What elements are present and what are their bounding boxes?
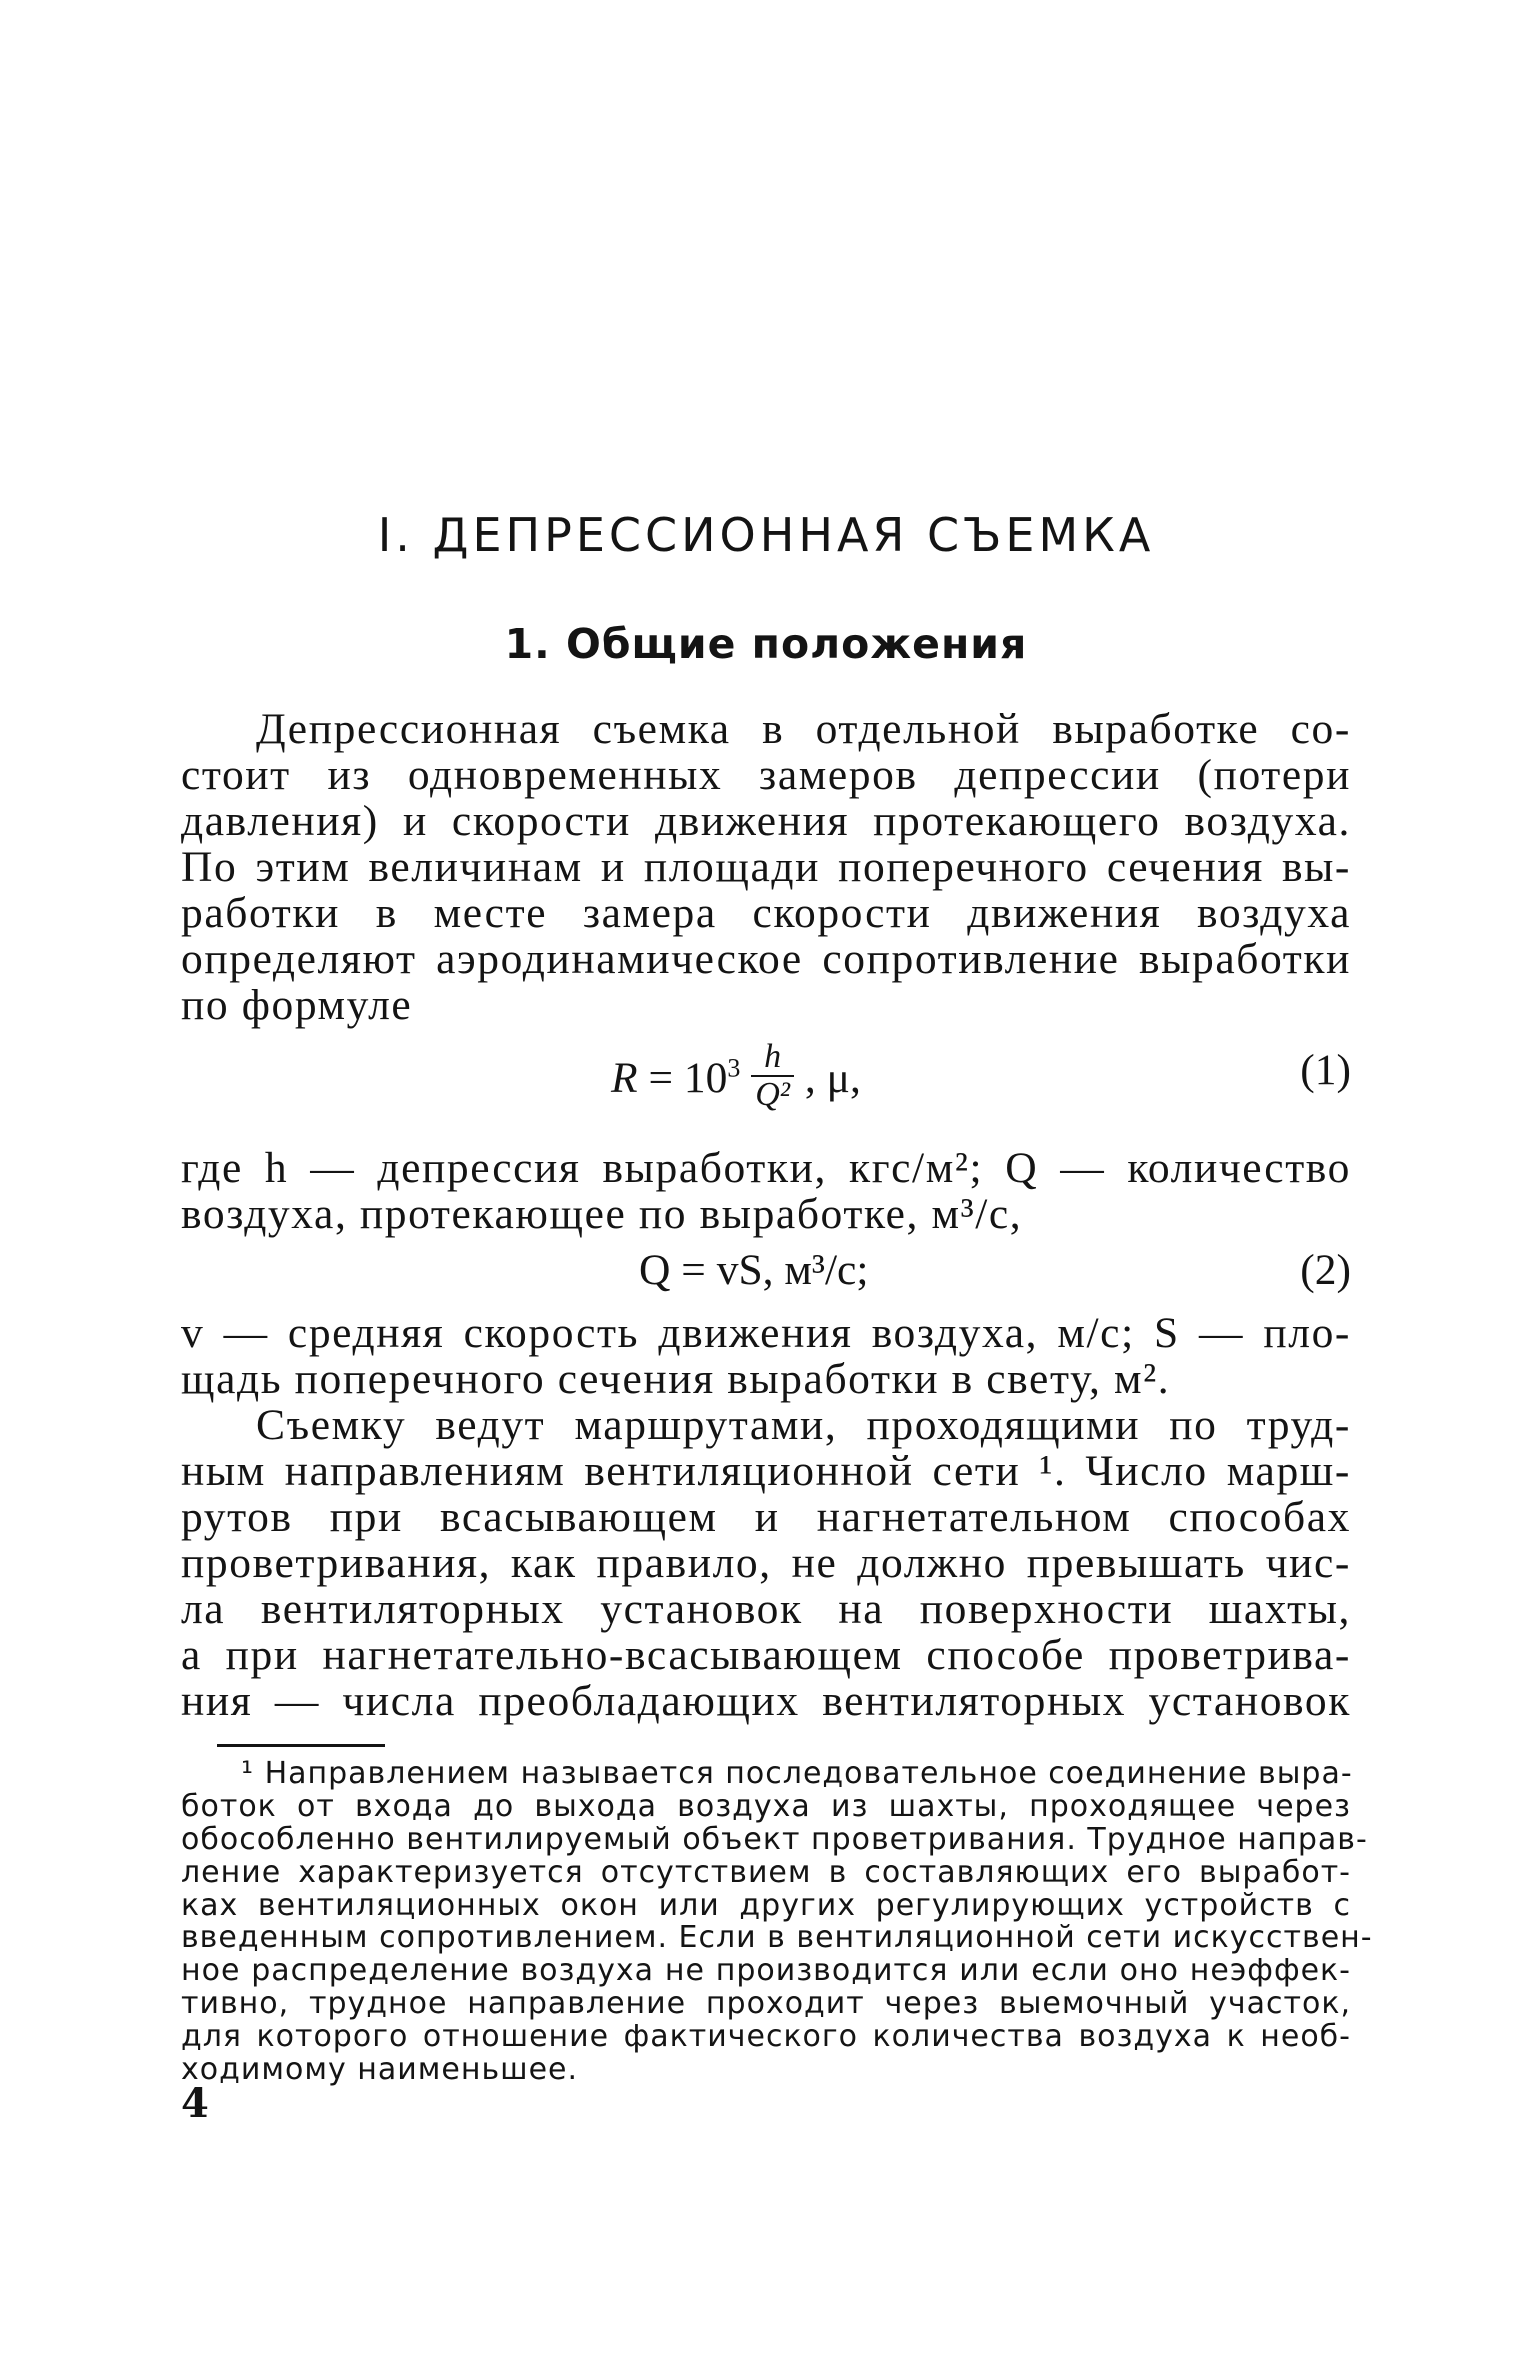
text-line: давления) и скорости движения протекающего воздуха.: [181, 797, 1351, 845]
footnote-line: обособленно вентилируемый объект проветривания. Трудное направ-: [181, 1821, 1368, 1857]
text-line: по формуле: [181, 981, 413, 1029]
text-line: определяют аэродинамическое сопротивление выработки: [181, 935, 1351, 983]
equation-1: [181, 1035, 1351, 1113]
footnote-line: ¹ Направлением называется последовательное соединение выра-: [241, 1756, 1353, 1791]
paragraph-definitions: [181, 1145, 1351, 1237]
text-line: ла вентиляторных установок на поверхности шахты,: [181, 1585, 1351, 1633]
text-line: v — средняя скорость движения воздуха, м/с; S — пло-: [181, 1309, 1351, 1357]
text-line: работки в месте замера скорости движения воздуха: [181, 889, 1351, 937]
paragraph-intro: [181, 706, 1351, 1028]
fraction-numerator: h: [751, 1039, 794, 1077]
text-line: где h — депрессия выработки, кгс/м²; Q — количество: [181, 1144, 1351, 1192]
equation-1-fraction: [751, 1039, 794, 1113]
equation-2-body: Q = vS, м³/с;: [639, 1246, 869, 1294]
footnote-line: ках вентиляционных окон или других регулирующих устройств с: [181, 1887, 1351, 1923]
fraction-denominator: Q²: [755, 1076, 790, 1113]
footnote-line: для которого отношение фактического количества воздуха к необ-: [181, 2019, 1351, 2055]
footnote-line: ное распределение воздуха не производится или если оно неэффек-: [181, 1953, 1351, 1989]
text-line: стоит из одновременных замеров депрессии (потери: [181, 751, 1351, 799]
equation-2-number: (2): [1300, 1246, 1351, 1294]
footnote: [181, 1756, 1373, 2088]
text-line: щадь поперечного сечения выработки в свету, м².: [181, 1355, 1171, 1403]
footnote-line: введенным сопротивлением. Если в вентиляционной сети искусствен-: [181, 1920, 1373, 1956]
equation-1-exp: 3: [727, 1053, 741, 1083]
equation-1-body: [611, 1038, 861, 1119]
equation-1-lhs: R: [611, 1053, 638, 1102]
footnote-line: тивно, трудное направление проходит через выемочный участок,: [181, 1986, 1351, 2022]
section-title: 1. Общие положения: [504, 620, 1028, 668]
text-line: а при нагнетательно-всасывающем способе проветрива-: [181, 1631, 1351, 1679]
text-line: Депрессионная съемка в отдельной выработке со-: [256, 705, 1351, 753]
book-page: [181, 0, 1373, 2363]
footnote-line: боток от входа до выхода воздуха из шахты, проходящее через: [181, 1788, 1351, 1824]
text-line: ния — числа преобладающих вентиляторных установок: [181, 1677, 1351, 1725]
text-line: По этим величинам и площади поперечного сечения вы-: [181, 843, 1351, 891]
text-line: проветривания, как правило, не должно превышать чис-: [181, 1539, 1351, 1587]
paragraph-variables: [181, 1310, 1351, 1402]
equation-2: [181, 1245, 1351, 1295]
equation-1-unit: , μ,: [804, 1053, 861, 1102]
equation-1-equals: =: [648, 1053, 673, 1102]
text-line: рутов при всасывающем и нагнетательном способах: [181, 1493, 1351, 1541]
text-line: воздуха, протекающее по выработке, м³/с,: [181, 1190, 1023, 1238]
paragraph-routes: [181, 1402, 1351, 1724]
text-line: Съемку ведут маршрутами, проходящими по труд-: [256, 1401, 1351, 1449]
chapter-title: I. ДЕПРЕССИОННАЯ СЪЕМКА: [377, 508, 1155, 562]
equation-1-coef: 10: [683, 1053, 728, 1102]
text-line: ным направлениям вентиляционной сети ¹. Число марш-: [181, 1447, 1351, 1495]
footnote-divider: [217, 1744, 385, 1747]
equation-1-number: (1): [1300, 1046, 1351, 1094]
page-number: 4: [181, 2080, 209, 2127]
footnote-line: ходимому наименьшее.: [181, 2052, 579, 2088]
footnote-line: ление характеризуется отсутствием в составляющих его выработ-: [181, 1854, 1351, 1890]
